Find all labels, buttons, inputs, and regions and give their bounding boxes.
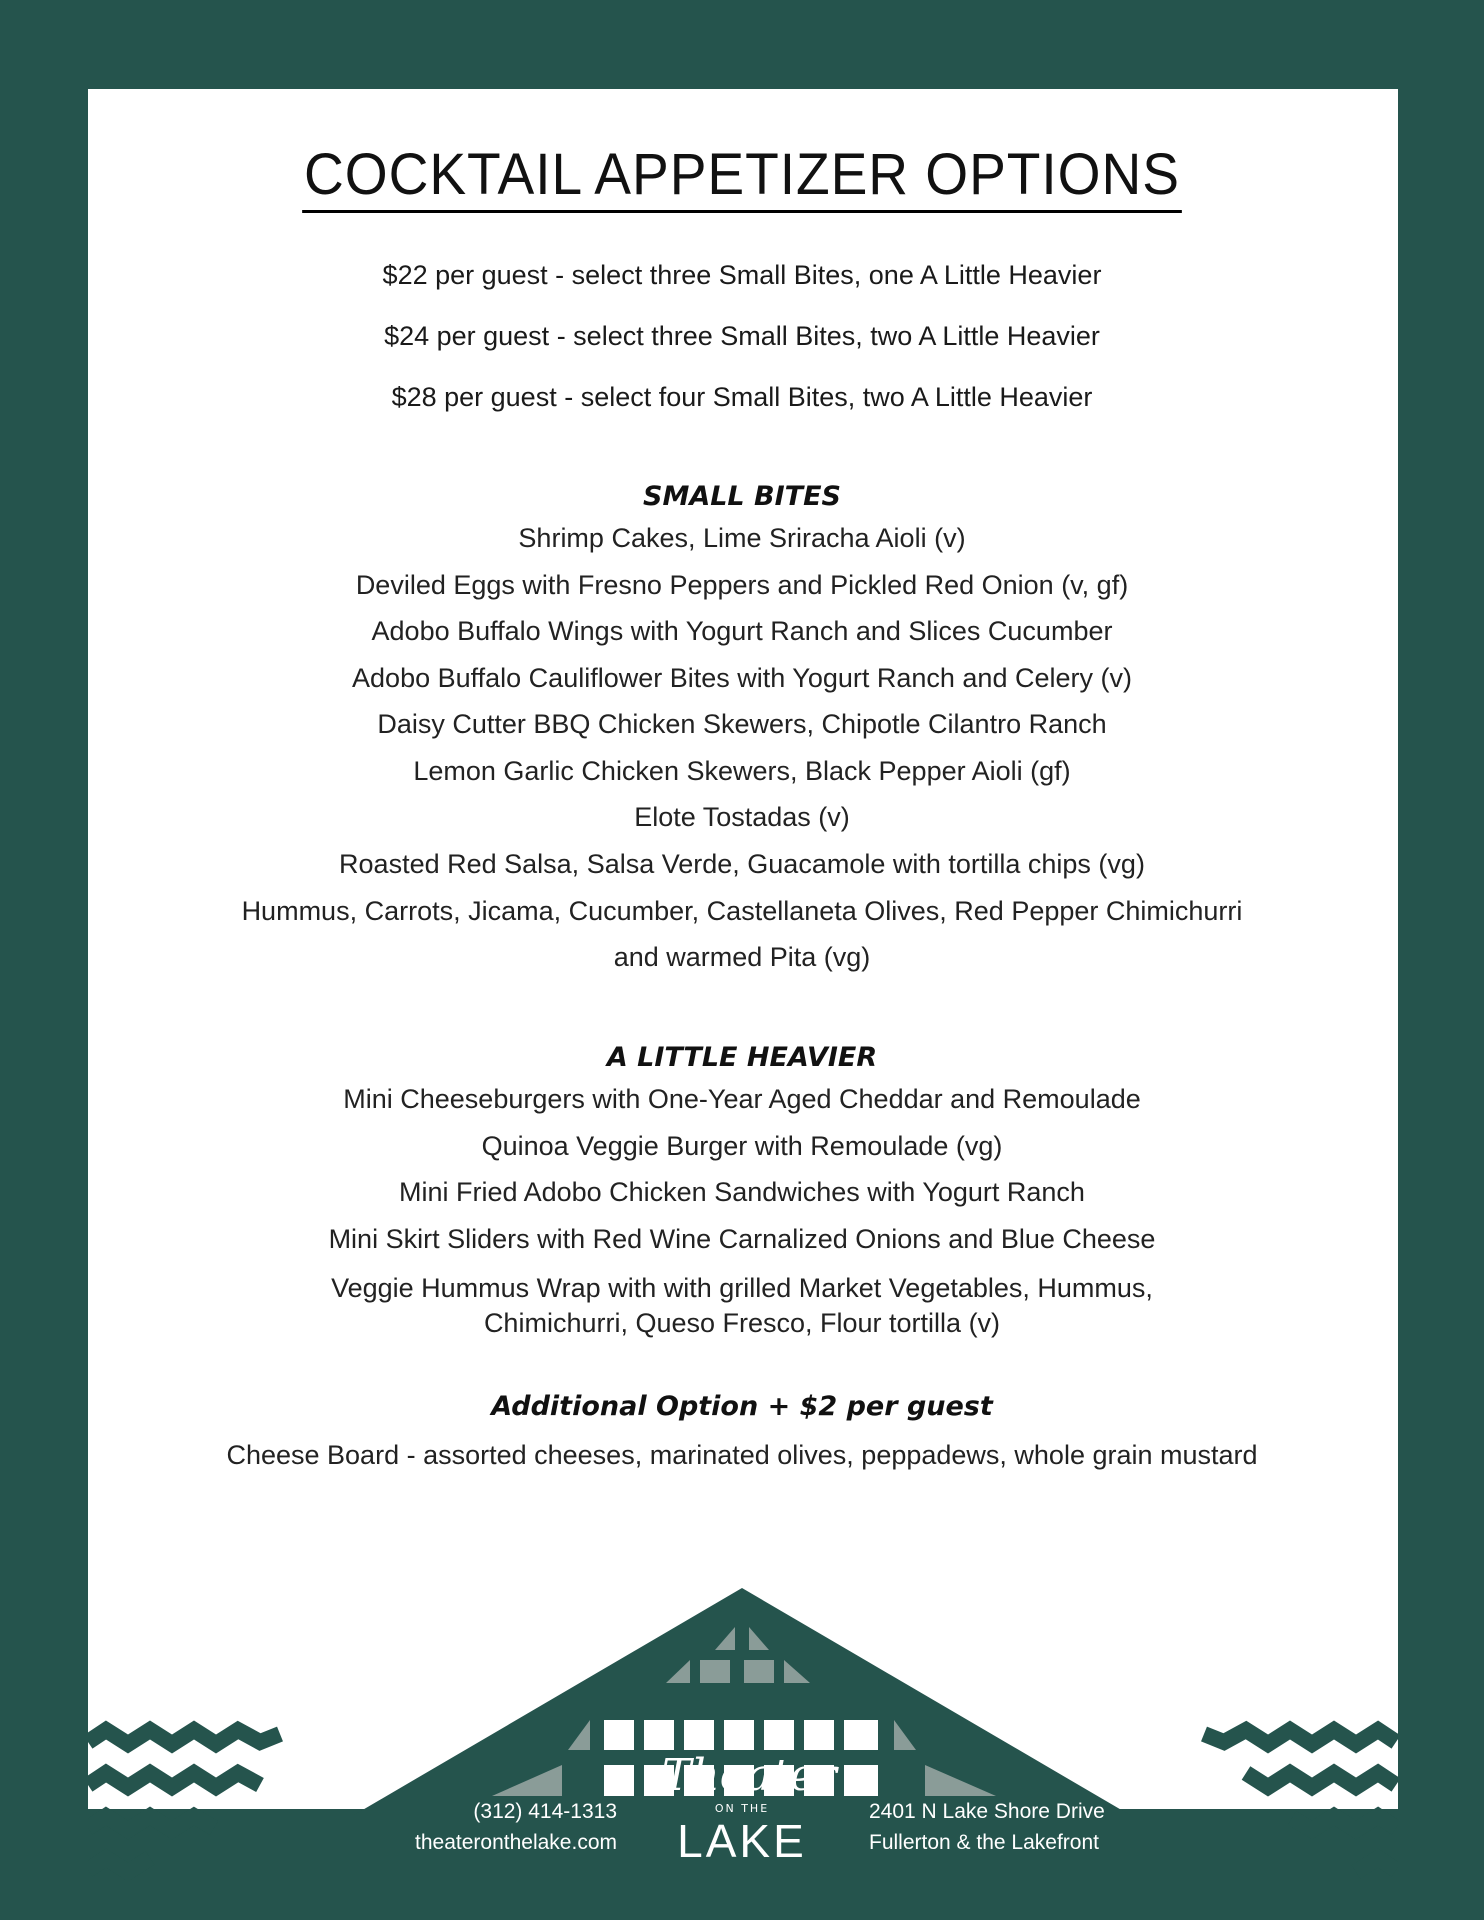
price-option: $28 per guest - select four Small Bites, two A Little Heavier	[391, 382, 1093, 412]
price-option: $24 per guest - select three Small Bites, two A Little Heavier	[384, 321, 1100, 351]
menu-item: Deviled Eggs with Fresno Peppers and Pickled Red Onion (v, gf)	[355, 570, 1129, 600]
website-link[interactable]: theateronthelake.com	[415, 1831, 617, 1854]
menu-item: Lemon Garlic Chicken Skewers, Black Pepper Aioli (gf)	[413, 756, 1071, 786]
menu-item: Roasted Red Salsa, Salsa Verde, Guacamole with tortilla chips (vg)	[339, 849, 1145, 879]
menu-item: Mini Skirt Sliders with Red Wine Carnalized Onions and Blue Cheese	[328, 1224, 1156, 1254]
phone-number[interactable]: (312) 414-1313	[473, 1800, 617, 1823]
price-option: $22 per guest - select three Small Bites, one A Little Heavier	[382, 260, 1102, 290]
logo-lake: LAKE	[677, 1815, 807, 1867]
menu-item: Cheese Board - assorted cheeses, marinated olives, peppadews, whole grain mustard	[226, 1440, 1258, 1470]
logo-on-the: ON THE	[714, 1802, 770, 1815]
menu-item: Elote Tostadas (v)	[634, 802, 850, 832]
menu-item: Adobo Buffalo Wings with Yogurt Ranch and Slices Cucumber	[371, 616, 1113, 646]
menu-item: Mini Cheeseburgers with One-Year Aged Cheddar and Remoulade	[343, 1084, 1141, 1114]
menu-item: Adobo Buffalo Cauliflower Bites with Yogurt Ranch and Celery (v)	[352, 663, 1132, 693]
menu-item: Veggie Hummus Wrap with with grilled Market Vegetables, Hummus,	[331, 1273, 1153, 1303]
page-title	[0, 140, 1484, 213]
address-line2: Fullerton & the Lakefront	[869, 1831, 1099, 1854]
menu-item: Hummus, Carrots, Jicama, Cucumber, Castellaneta Olives, Red Pepper Chimichurri	[241, 896, 1243, 926]
additional-heading: Additional Option + $2 per guest	[491, 1391, 993, 1422]
menu-item: and warmed Pita (vg)	[613, 942, 871, 972]
menu-item: Mini Fried Adobo Chicken Sandwiches with Yogurt Ranch	[399, 1177, 1085, 1207]
menu-item: Daisy Cutter BBQ Chicken Skewers, Chipotle Cilantro Ranch	[377, 709, 1107, 739]
theater-on-the-lake-logo	[662, 1750, 837, 1867]
menu-item: Chimichurri, Queso Fresco, Flour tortilla (v)	[483, 1308, 1001, 1338]
logo-theater: Theater	[662, 1750, 837, 1801]
title-text: COCKTAIL APPETIZER OPTIONS	[302, 141, 1182, 213]
menu-item: Quinoa Veggie Burger with Remoulade (vg)	[481, 1131, 1003, 1161]
menu-item: Shrimp Cakes, Lime Sriracha Aioli (v)	[518, 523, 966, 553]
small-bites-heading: SMALL BITES	[643, 481, 841, 512]
address-line1: 2401 N Lake Shore Drive	[869, 1800, 1105, 1823]
heavier-heading: A LITTLE HEAVIER	[606, 1042, 878, 1073]
